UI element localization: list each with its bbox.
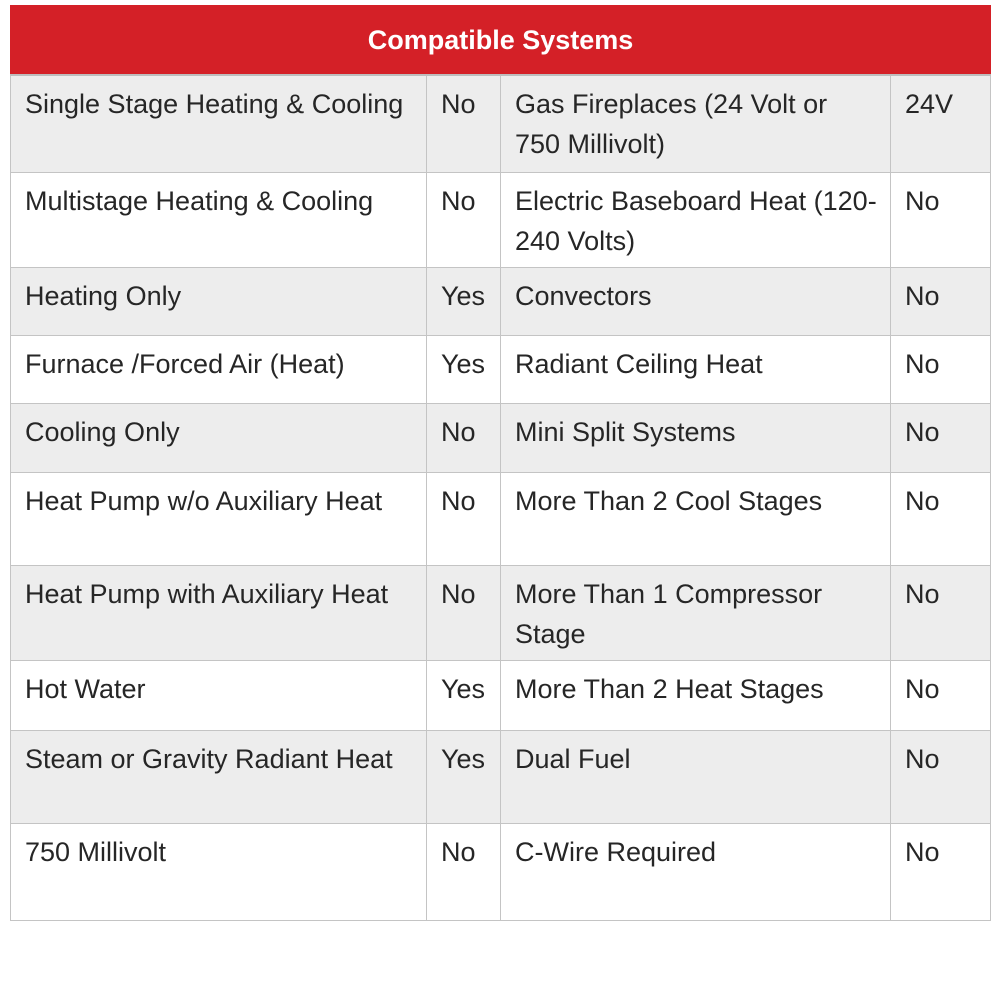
- system-label: Mini Split Systems: [501, 403, 891, 472]
- compatibility-value: No: [427, 75, 501, 172]
- compatibility-value: No: [891, 335, 991, 403]
- compatibility-value: No: [891, 403, 991, 472]
- system-label: Electric Baseboard Heat (120-240 Volts): [501, 172, 891, 267]
- system-label: Cooling Only: [11, 403, 427, 472]
- system-label: More Than 2 Cool Stages: [501, 472, 891, 565]
- table-header-row: [11, 6, 991, 76]
- system-label: Steam or Gravity Radiant Heat: [11, 730, 427, 823]
- system-label: More Than 1 Compressor Stage: [501, 565, 891, 660]
- system-label: Convectors: [501, 267, 891, 335]
- system-label: Heat Pump w/o Auxiliary Heat: [11, 472, 427, 565]
- compatibility-value: No: [427, 565, 501, 660]
- system-label: Furnace /Forced Air (Heat): [11, 335, 427, 403]
- compatibility-value: Yes: [427, 730, 501, 823]
- table-row: [11, 660, 991, 730]
- table-row: [11, 730, 991, 823]
- compatible-systems-table: [10, 5, 991, 921]
- compatibility-value: No: [891, 472, 991, 565]
- table-row: [11, 403, 991, 472]
- compatible-systems-table-container: [10, 5, 990, 921]
- system-label: Hot Water: [11, 660, 427, 730]
- compatibility-value: No: [891, 823, 991, 920]
- table-row: [11, 172, 991, 267]
- table-title: Compatible Systems: [11, 6, 991, 76]
- compatibility-value: No: [891, 565, 991, 660]
- system-label: More Than 2 Heat Stages: [501, 660, 891, 730]
- compatibility-value: Yes: [427, 660, 501, 730]
- compatibility-value: No: [891, 267, 991, 335]
- table-row: [11, 472, 991, 565]
- table-row: [11, 75, 991, 172]
- system-label: C-Wire Required: [501, 823, 891, 920]
- system-label: 750 Millivolt: [11, 823, 427, 920]
- table-row: [11, 267, 991, 335]
- compatibility-value: No: [427, 472, 501, 565]
- system-label: Multistage Heating & Cooling: [11, 172, 427, 267]
- system-label: Radiant Ceiling Heat: [501, 335, 891, 403]
- table-row: [11, 335, 991, 403]
- system-label: Dual Fuel: [501, 730, 891, 823]
- table-row: [11, 823, 991, 920]
- compatibility-value: No: [427, 172, 501, 267]
- system-label: Gas Fireplaces (24 Volt or 750 Millivolt): [501, 75, 891, 172]
- compatibility-value: 24V: [891, 75, 991, 172]
- system-label: Heating Only: [11, 267, 427, 335]
- compatibility-value: No: [891, 730, 991, 823]
- table-row: [11, 565, 991, 660]
- system-label: Heat Pump with Auxiliary Heat: [11, 565, 427, 660]
- compatibility-value: Yes: [427, 267, 501, 335]
- compatibility-value: Yes: [427, 335, 501, 403]
- compatibility-value: No: [427, 403, 501, 472]
- compatibility-value: No: [891, 172, 991, 267]
- compatibility-value: No: [891, 660, 991, 730]
- compatibility-value: No: [427, 823, 501, 920]
- system-label: Single Stage Heating & Cooling: [11, 75, 427, 172]
